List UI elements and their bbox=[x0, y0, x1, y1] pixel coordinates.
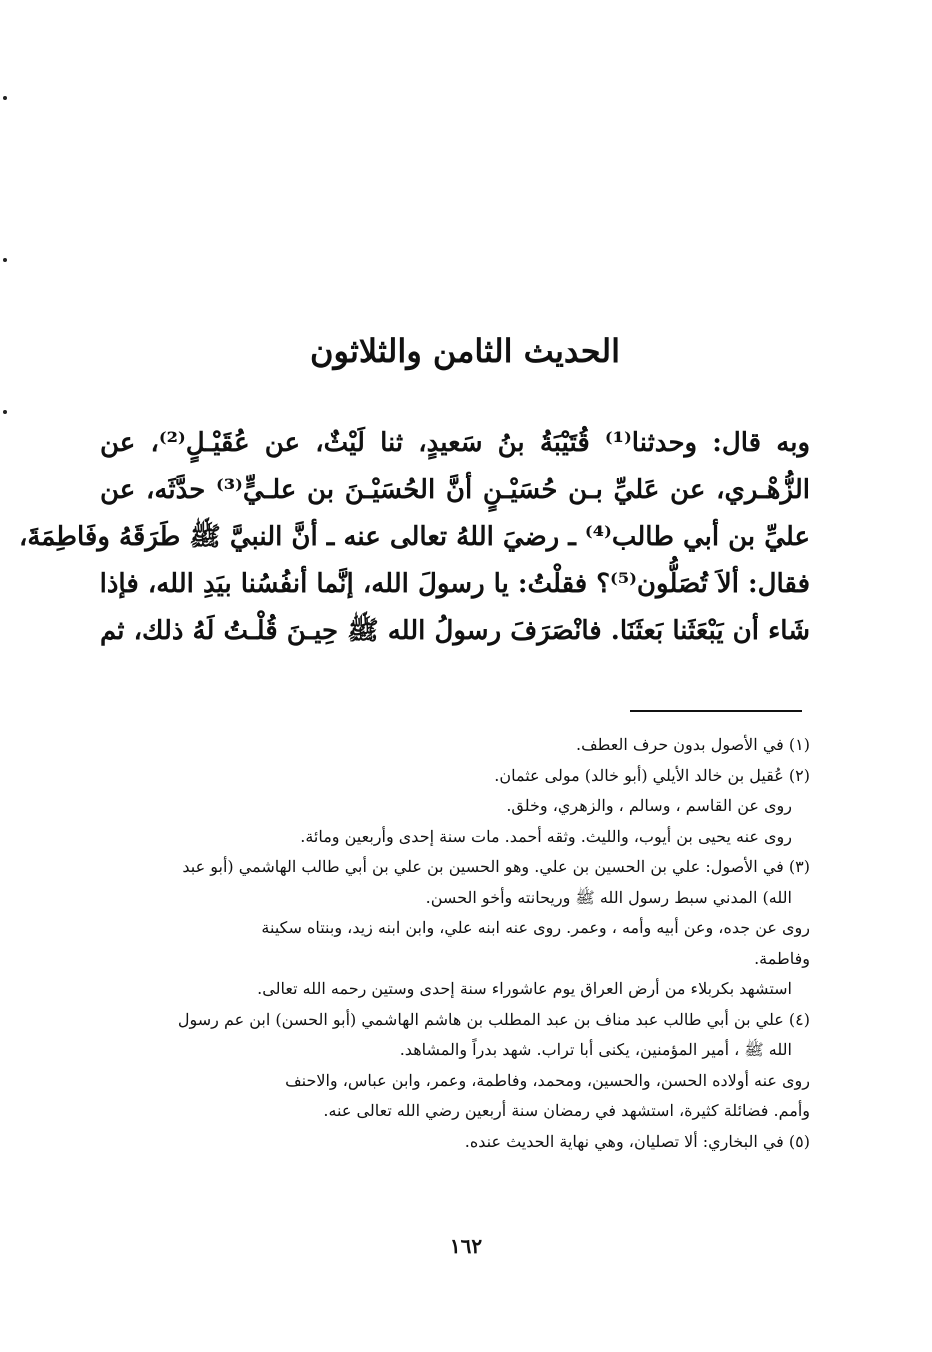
hadith-text bbox=[18, 420, 810, 655]
page-title: الحديث الثامن والثلاثون bbox=[309, 332, 621, 370]
margin-mark bbox=[3, 258, 7, 262]
text-line: وبه قال: وحدثنا⁽¹⁾ قُتَيْبَةُ بنُ سَعيدٍ، ثنا لَيْثٌ، عن عُقَيْـلٍ⁽²⁾، عن bbox=[100, 428, 810, 458]
text-line: شَاء أن يَبْعَثَنا بَعثَنَا. فانْصَرَفَ رسولُ الله ﷺ حِيـنَ قُلْـتُ لَهُ ذلك، ثم bbox=[100, 616, 810, 646]
margin-mark bbox=[3, 410, 7, 414]
page-number: ١٦٢ bbox=[449, 1234, 483, 1258]
text-line: عليِّ بن أبي طالب⁽⁴⁾ ـ رضيَ اللهُ تعالى عنه ـ أنَّ النبيَّ ﷺ طَرَقَهُ وفَاطِمَةَ، bbox=[18, 522, 810, 552]
footnote-line: وفاطمة. bbox=[754, 948, 810, 968]
footnote-line: روى عن القاسم ، وسالم ، والزهري، وخلق. bbox=[506, 796, 792, 815]
footnote-line: روى عن جده، وعن أبيه وأمه ، وعمر. روى عنه ابنه علي، وابن ابنه زيد، وبنتاه سكينة bbox=[261, 918, 810, 937]
footnotes bbox=[100, 730, 810, 1157]
text-line: فقال: ألاَ تُصَلُّون⁽⁵⁾؟ فقلْتُ: يا رسولَ الله، إنَّما أنفُسُنا بيَدِ الله، فإذا bbox=[99, 569, 810, 599]
footnote-line: (٢) عُقيل بن خالد الأيلي (أبو خالد) مولى عثمان. bbox=[494, 765, 810, 785]
footnote-line: الله) المدني سبط رسول الله ﷺ وريحانته وأخو الحسن. bbox=[425, 887, 792, 907]
footnote-line: (٤) علي بن أبي طالب عبد مناف بن عبد المطلب بن هاشم الهاشمي (أبو الحسن) ابن عم رسول bbox=[177, 1009, 810, 1029]
footnote-line: (٥) في البخاري: ألا تصليان، وهي نهاية الحديث عنده. bbox=[464, 1131, 810, 1151]
text-line: الزُّهْـري، عن عَليِّ بـن حُسَيْـنٍ أنَّ الحُسَيْـنَ بن علـيٍّ⁽³⁾ حدَّثَه، عن bbox=[100, 475, 810, 505]
footnote-divider bbox=[630, 710, 802, 712]
footnote-line: وأمم. فضائلة كثيرة، استشهد في رمضان سنة أربعين رضي الله تعالى عنه. bbox=[323, 1101, 810, 1120]
footnote-line: روى عنه أولاده الحسن، والحسين، ومحمد، وفاطمة، وعمر، وابن عباس، والاحنف bbox=[285, 1070, 810, 1090]
footnote-line: (١) في الأصول بدون حرف العطف. bbox=[576, 735, 810, 754]
footnote-line: استشهد بكربلاء من أرض العراق يوم عاشوراء سنة إحدى وستين رحمه الله تعالى. bbox=[257, 979, 792, 998]
footnote-line: روى عنه يحيى بن أيوب، والليث. وثقه أحمد. مات سنة إحدى وأربعين ومائة. bbox=[300, 826, 792, 846]
footnote-line: الله ﷺ ، أمير المؤمنين، يكنى أبا تراب. شهد بدراً والمشاهد. bbox=[399, 1040, 792, 1059]
footnote-line: (٣) في الأصول: علي بن الحسين بن علي. وهو الحسين بن علي بن أبي طالب الهاشمي (أبو عبد bbox=[182, 857, 810, 876]
margin-mark bbox=[3, 96, 7, 100]
